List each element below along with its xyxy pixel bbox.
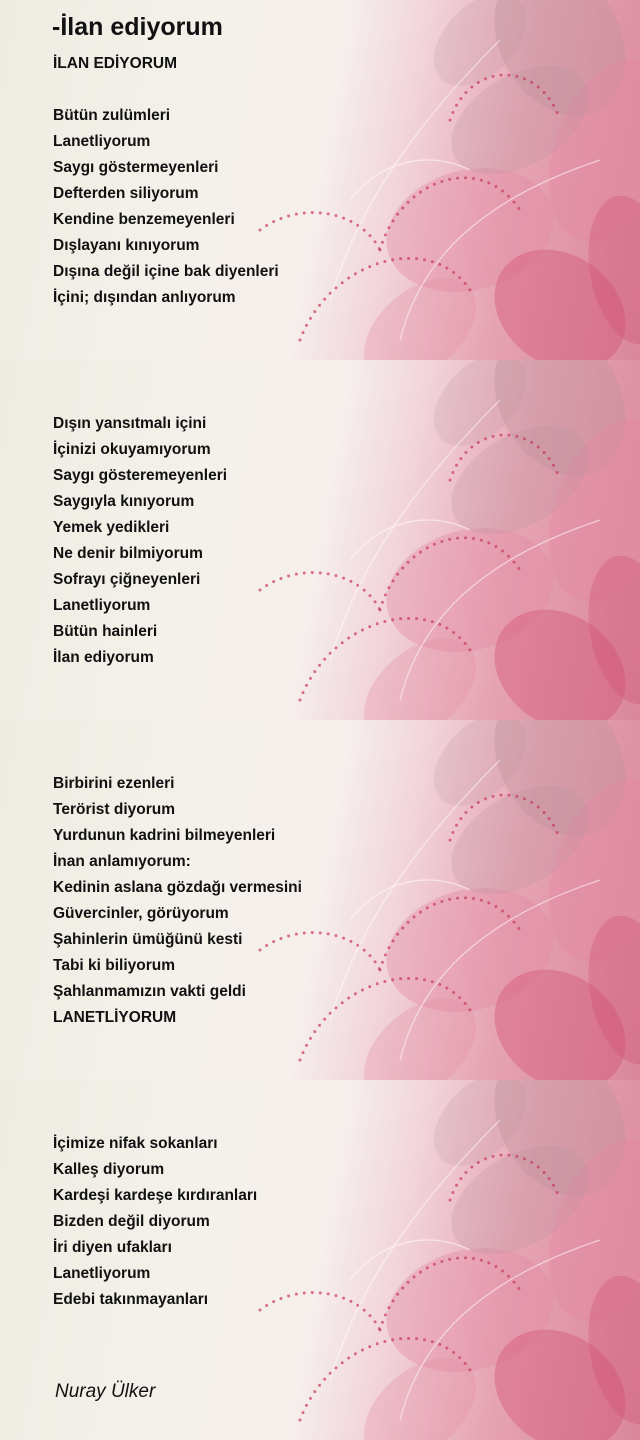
- poem-line: LANETLİYORUM: [53, 1009, 177, 1026]
- poem-line: Saygıyla kınıyorum: [53, 493, 195, 510]
- poem-line: İçinizi okuyamıyorum: [53, 441, 211, 458]
- poem-line: Saygı göstermeyenleri: [53, 159, 219, 176]
- poem-line: Kedinin aslana gözdağı vermesini: [53, 879, 302, 896]
- poem-line: Güvercinler, görüyorum: [53, 905, 229, 922]
- poem-line: Dışına değil içine bak diyenleri: [53, 263, 279, 280]
- dotted-swirl: [260, 933, 380, 970]
- poem-line: Lanetliyorum: [53, 1265, 151, 1282]
- author-signature: Nuray Ülker: [55, 1381, 156, 1402]
- poem-line: Kalleş diyorum: [53, 1161, 165, 1178]
- poem-line: Edebi takınmayanları: [53, 1291, 209, 1308]
- poem-line: Bütün zulümleri: [53, 107, 171, 124]
- poem-line: İlan ediyorum: [53, 649, 154, 666]
- poem-line: İçini; dışından anlıyorum: [53, 289, 236, 306]
- poem-line: Sofrayı çiğneyenleri: [53, 571, 201, 588]
- poem-line: Kardeşi kardeşe kırdıranları: [53, 1187, 258, 1204]
- poem-line: Defterden siliyorum: [53, 185, 199, 202]
- poem-line: Saygı gösteremeyenleri: [53, 467, 228, 484]
- poem-line: Bütün hainleri: [53, 623, 158, 640]
- dotted-swirl: [260, 213, 380, 250]
- poem-line: İri diyen ufakları: [53, 1239, 172, 1256]
- poem-line: Şahlanmamızın vakti geldi: [53, 983, 246, 1000]
- poem-line: Şahinlerin ümüğünü kesti: [53, 931, 243, 948]
- poem-line: İnan anlamıyorum:: [53, 853, 191, 870]
- dotted-swirl: [260, 573, 380, 610]
- poem-line: Dışın yansıtmalı içini: [53, 415, 207, 432]
- poem-line: Yemek yedikleri: [53, 519, 170, 536]
- poem-line: Yurdunun kadrini bilmeyenleri: [53, 827, 276, 844]
- poem-line: Ne denir bilmiyorum: [53, 545, 203, 562]
- poem-line: İLAN EDİYORUM: [53, 55, 177, 72]
- poem-title: -İlan ediyorum: [52, 13, 223, 41]
- poem-line: Lanetliyorum: [53, 597, 151, 614]
- poem-line: Dışlayanı kınıyorum: [53, 237, 200, 254]
- dotted-swirl: [260, 1293, 380, 1330]
- poem-line: Birbirini ezenleri: [53, 775, 175, 792]
- poem-line: Bizden değil diyorum: [53, 1213, 210, 1230]
- poem-line: Kendine benzemeyenleri: [53, 211, 235, 228]
- poem-line: İçimize nifak sokanları: [53, 1135, 218, 1152]
- poem-line: Lanetliyorum: [53, 133, 151, 150]
- poem-line: Terörist diyorum: [53, 801, 176, 818]
- poem-line: Tabi ki biliyorum: [53, 957, 176, 974]
